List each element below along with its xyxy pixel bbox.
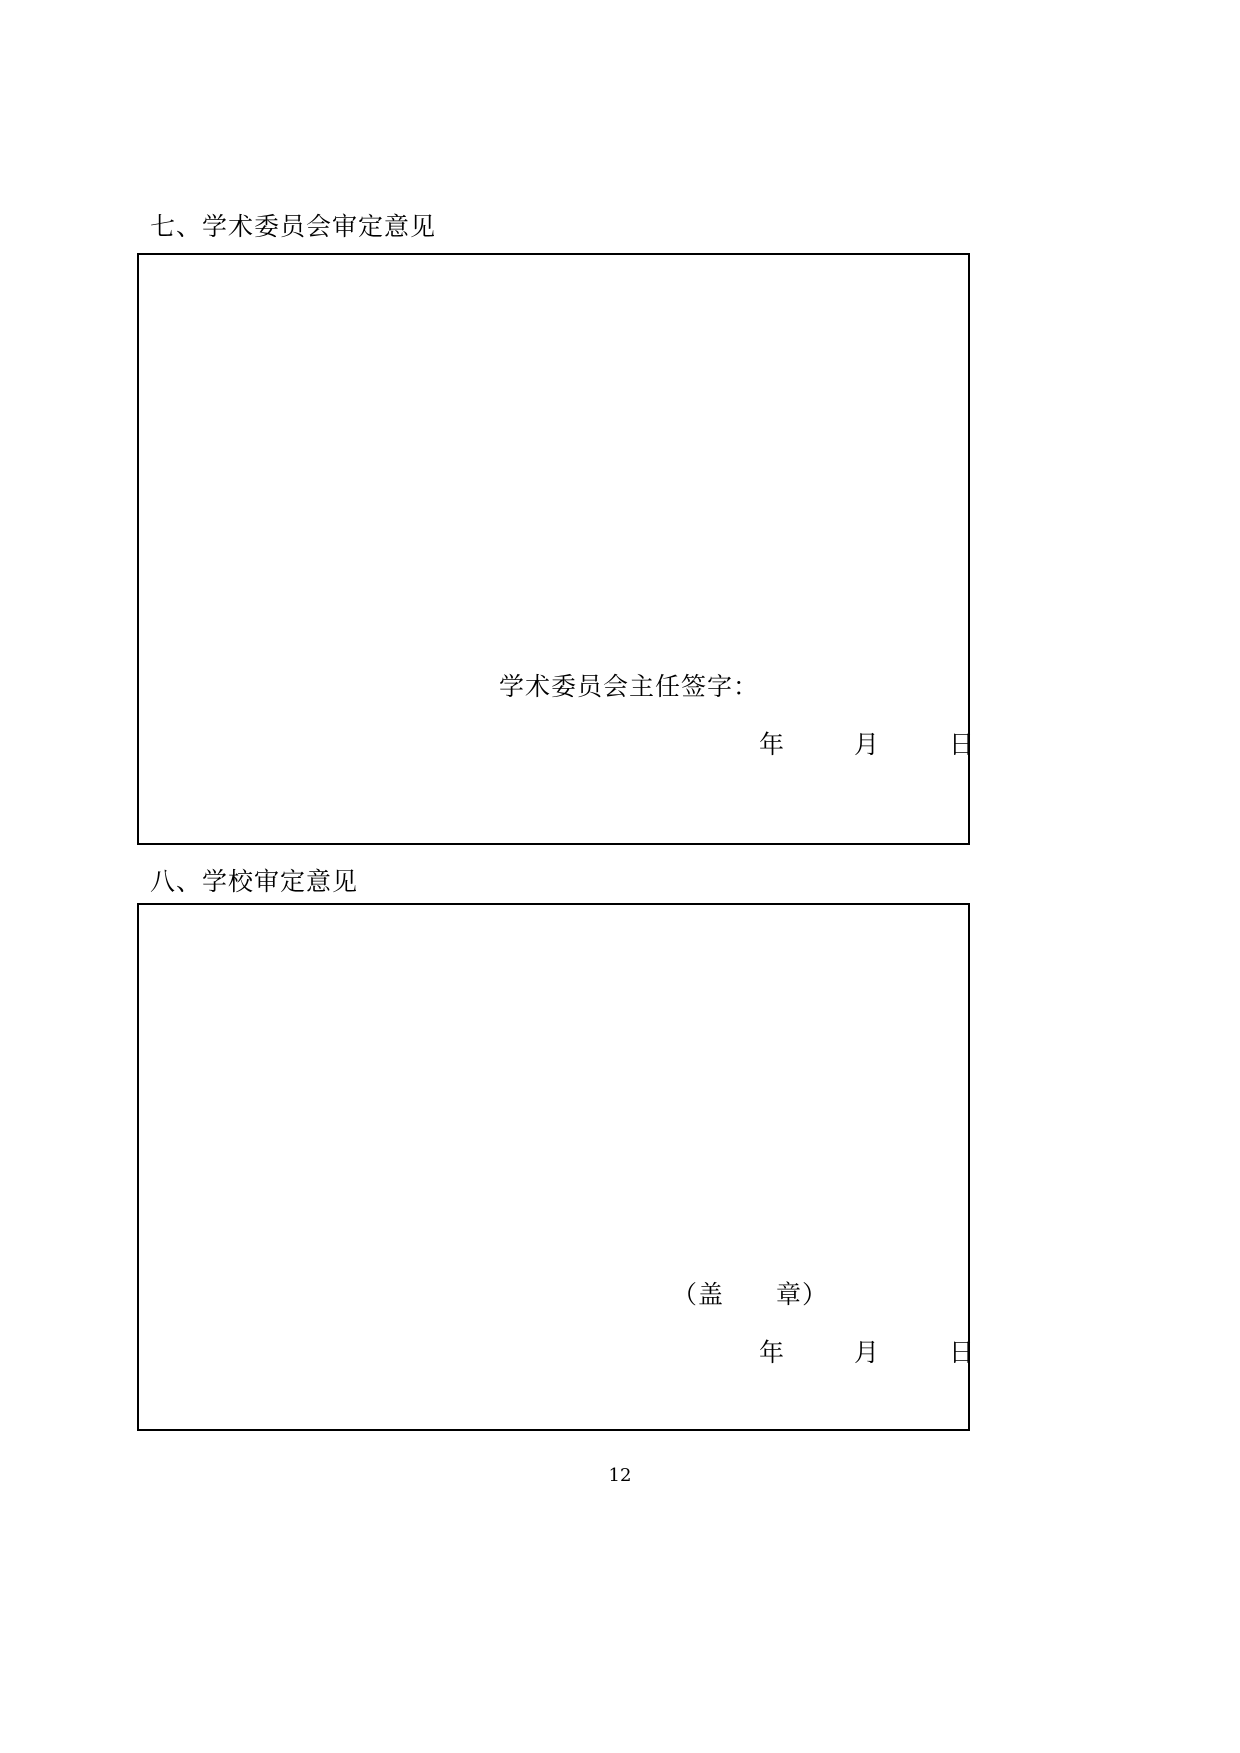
page-number: 12 [608,1465,632,1486]
date-line-academic-committee [759,725,974,761]
date-month-label: 月 [853,1338,879,1367]
academic-committee-chair-signature-label: 学术委员会主任签字： [499,672,760,701]
date-year-label: 年 [759,1338,785,1367]
comment-box-school-review[interactable] [137,903,974,1431]
date-day-label: 日 [948,730,974,759]
section-heading-school-review: 八、学校审定意见 [150,867,359,896]
date-line-school-review [759,1333,974,1369]
date-day-label: 日 [948,1338,974,1367]
comment-box-academic-committee[interactable] [137,253,974,845]
section-heading-academic-committee: 七、学术委员会审定意见 [150,212,437,241]
school-seal-label: （盖 章） [672,1280,829,1309]
date-month-label: 月 [853,730,879,759]
date-year-label: 年 [759,730,785,759]
